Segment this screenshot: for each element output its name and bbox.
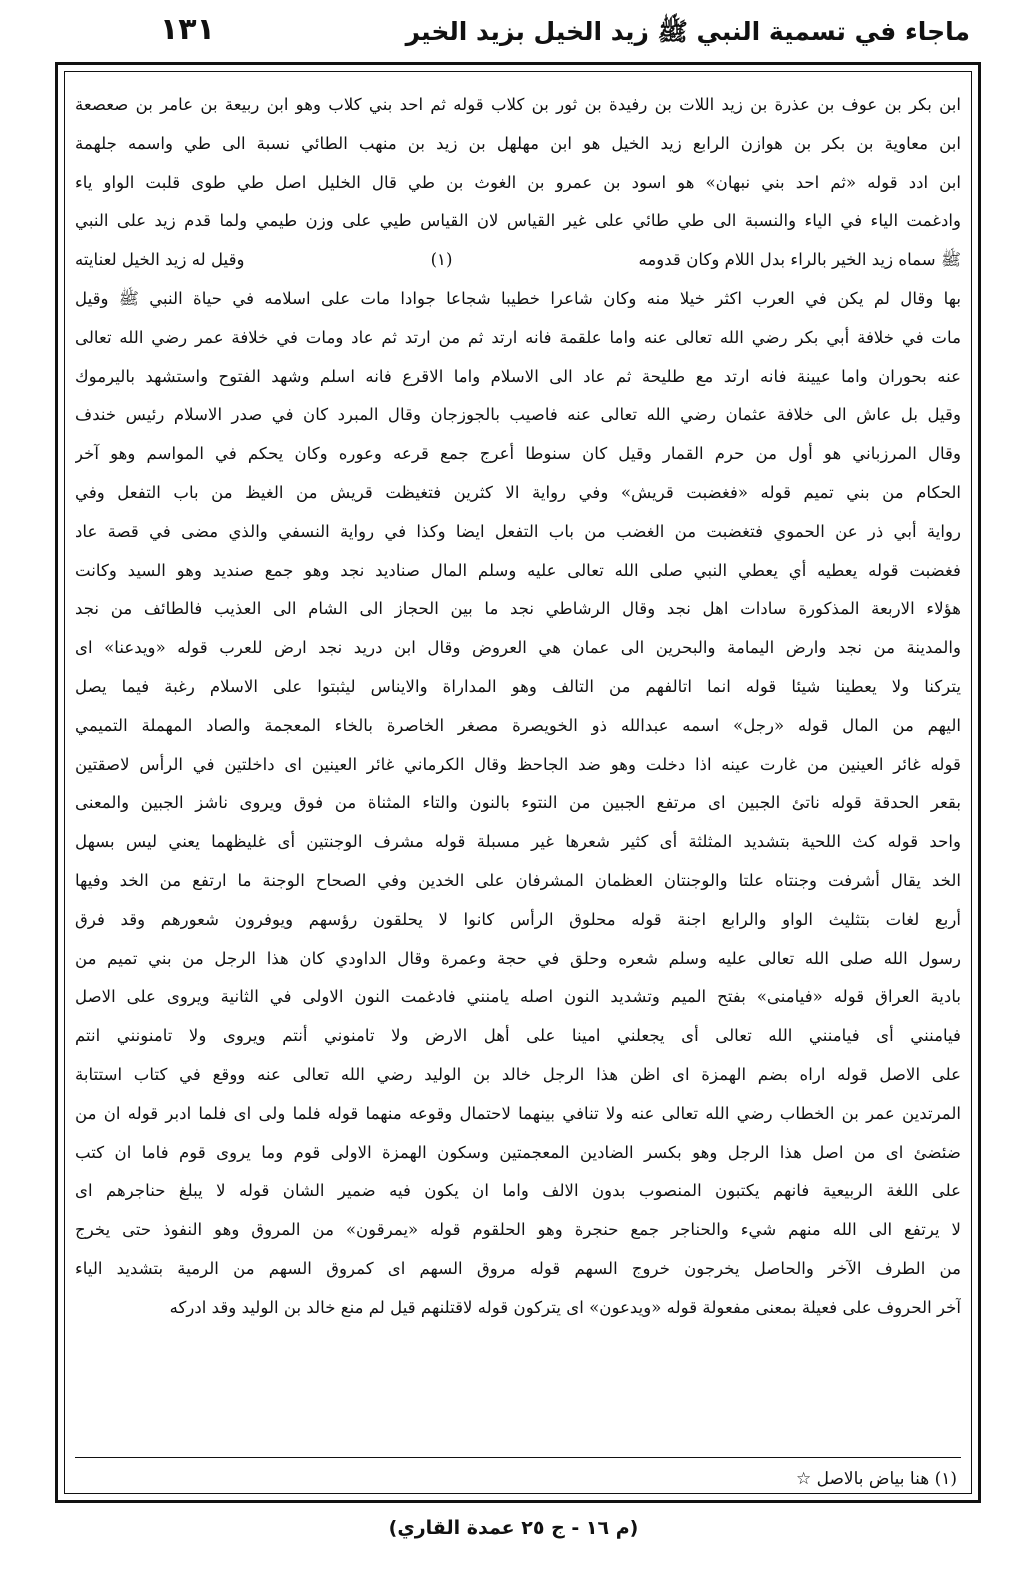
text-line: اليهم من المال قوله «رجل» اسمه عبدالله ذو الخويصرة مصغر الخاصرة بالخاء المعجمة والصاد المهملة التميمي: [75, 715, 961, 735]
page-footer: (م ١٦ - ج ٢٥ عمدة القاري): [388, 1517, 639, 1539]
gap-line-left: وقيل له زيد الخيل لعنايته: [75, 250, 245, 270]
body-text: [75, 86, 961, 1328]
text-line: والمدينة من نجد وارض اليمامة والبحرين الى عمان هي العروض وقال ابن دريد نجد ارض للعرب قوله «ويدعنا» اى: [75, 638, 961, 658]
text-line: فغضبت قوله يعطيه أي يعطي النبي صلى الله تعالى عليه وسلم المال صناديد نجد وهو جمع صنديد وهو السيد وكانت: [75, 560, 961, 580]
text-line: قوله غائر العينين من غارت عينه اذا دخلت وهو ضد الجاحظ وقال الكرماني غائر العينين اى داخلتين في الرأس لاصقتين: [75, 754, 961, 774]
page-frame: [55, 62, 981, 1503]
text-line: الخد يقال أشرفت وجنتاه علتا والوجنتان العظمان المشرفان على الخدين وفي الصحاح الوجنة ما ارتفع من الخد وفيها: [75, 870, 961, 890]
text-line: واحد قوله كث اللحية بتشديد المثلثة أى كثير شعرها غير مسبلة قوله مشرف الوجنتين أى غليظهما يعني ليس بسهل: [75, 832, 961, 852]
footnote: (١) هنا بياض بالاصل ☆: [795, 1469, 957, 1489]
text-line: من الطرف الآخر والحاصل يخرجون خروج السهم قوله مروق السهم اى كمروق السهم من الرمية بتشديد الياء: [75, 1258, 961, 1278]
inner-frame: [64, 71, 972, 1494]
text-line: الحكام من بني تميم قوله «فغضبت قريش» وفي رواية الا كثرين فتغيظت قريش من الغيظ من باب التفعل وفي: [75, 482, 961, 502]
page-header: [50, 10, 980, 52]
running-title: ماجاء في تسمية النبي ﷺ زيد الخيل بزيد الخير: [405, 17, 970, 46]
text-line: عنه بحوران واما عيينة فانه ارتد مع طليحة ثم عاد الى الاسلام واما الاقرع فانه اسلم وشهد الفتوح واستشهد باليرموك: [75, 366, 961, 386]
text-line: لا يرتفع الى الله منهم شيء والحناجر جمع حنجرة وهو الحلقوم قوله «يمرقون» من المروق وهو النفوذ حتى يخرج: [75, 1220, 961, 1240]
text-line: ابن معاوية بن بكر بن هوازن الرابع زيد الخيل هو ابن مهلهل بن زيد بن منهب الطائي نسبة الى طي واسمه جلهمة: [75, 133, 961, 153]
text-line: وقال المرزباني هو أول من حرم القمار وقيل كان سنوطا أعرج جمع قرعه وعوره وكان يحكم في المواسم وهو آخر: [75, 444, 961, 464]
text-line-with-gap: [75, 241, 961, 280]
text-line: على اللغة الربيعية فانهم يكتبون المنصوب بدون الالف واما ان يكون فيه ضمير الشان قوله لا يبلغ حناجرهم اى: [75, 1181, 961, 1201]
text-line: ضئضئ اى من اصل هذا الرجل وهو بكسر الضادين المعجمتين وسكون الهمزة الاولى قوم وما يروى قوم فاما ان كتب: [75, 1142, 961, 1162]
page-number: ١٣١: [160, 12, 215, 47]
text-line: فيامنني أى فيامنني الله تعالى أى يجعلني امينا على أهل الارض ولا تامنوني أنتم ويروى ولا تامنونني انتم: [75, 1026, 961, 1046]
text-line: آخر الحروف على فعيلة بمعنى مفعولة قوله «ويدعون» اى يتركون قوله لاقتلنهم قيل لم منع خالد بن الوليد وقد ادركه: [169, 1297, 961, 1317]
text-line: بقعر الحدقة قوله ناتئ الجبين اى مرتفع الجبين من النتوء بالنون والتاء المثناة من فوق ويروى ناشز الجبين والمعنى: [75, 793, 961, 813]
text-line: ابن بكر بن عوف بن عذرة بن زيد اللات بن رفيدة بن ثور بن كلاب قوله ثم احد بني كلاب وهو ابن ربيعة بن عامر بن صعصعة: [75, 95, 961, 114]
text-line: على الاصل قوله اراه بضم الهمزة اى اظن هذا الرجل خالد بن الوليد رضي الله تعالى عنه ووقع في كتاب استتابة: [75, 1064, 961, 1084]
text-line: بها وقال لم يكن في العرب اكثر خيلا منه وكان شاعرا خطيبا شجاعا جوادا مات على اسلامه في حياة النبي ﷺ وقيل: [75, 288, 961, 308]
text-line: بادية العراق قوله «فيامنى» بفتح الميم وتشديد النون اصله يامنني فادغمت النون الاولى في الثانية ويروى على الاصل: [75, 987, 961, 1007]
text-line: وادغمت الياء في الياء والنسبة الى طي طائي على غير القياس لان القياس طيي على وزن طيمي ولما قدم زيد على النبي: [75, 211, 961, 231]
text-line: أربع لغات بتثليث الواو والرابع اجنة قوله محلوق الرأس كانوا لا يحلقون رؤسهم ويوفرون شعورهم وقد فرق: [75, 909, 961, 929]
gap-line-middle: (١): [430, 250, 453, 270]
text-line: رسول الله صلى الله تعالى عليه وسلم شعره وحلق في حجة وعمرة وقال الداودي كان هذا الرجل من بني تميم من: [75, 948, 961, 968]
text-line: هؤلاء الاربعة المذكورة سادات اهل نجد وقال الرشاطي نجد ما بين الحجاز الى الشام الى العذيب فالطائف من نجد: [75, 599, 961, 619]
text-line: مات في خلافة أبي بكر رضي الله تعالى عنه واما علقمة فانه ارتد ثم من ارتد ثم عاد ومات في خلافة عمر رضي الله تعالى: [75, 327, 961, 347]
gap-line-right: ﷺ سماه زيد الخير بالراء بدل اللام وكان قدومه: [638, 250, 961, 270]
text-line: وقيل بل عاش الى خلافة عثمان رضي الله تعالى عنه فاصيب بالجوزجان وقال المبرد كان في صدر الاسلام رئيس خندف: [75, 405, 961, 425]
footnote-rule: [75, 1457, 961, 1458]
text-line: رواية أبي ذر عن الحموي فتغضبت من الغضب من باب التفعل ايضا وكذا في رواية النسفي والذي مضى في قصة عاد: [75, 521, 961, 541]
text-line: ابن ادد قوله «ثم احد بني نبهان» هو اسود بن عمرو بن الغوث بن طي قال الخليل اصل طي طوى قلبت الواو ياء: [75, 172, 961, 192]
text-line: يتركنا ولا يعطينا شيئا قوله انما اتالفهم من التالف وهو المداراة والايناس ليثبتوا على الاسلام رغبة فيما يصل: [75, 676, 961, 696]
text-line: المرتدين عمر بن الخطاب رضي الله تعالى عنه ولا تنافي بينهما لاحتمال وقوعه منهما قوله فلما ولى اى فلما ادبر قوله ان من: [75, 1103, 961, 1123]
